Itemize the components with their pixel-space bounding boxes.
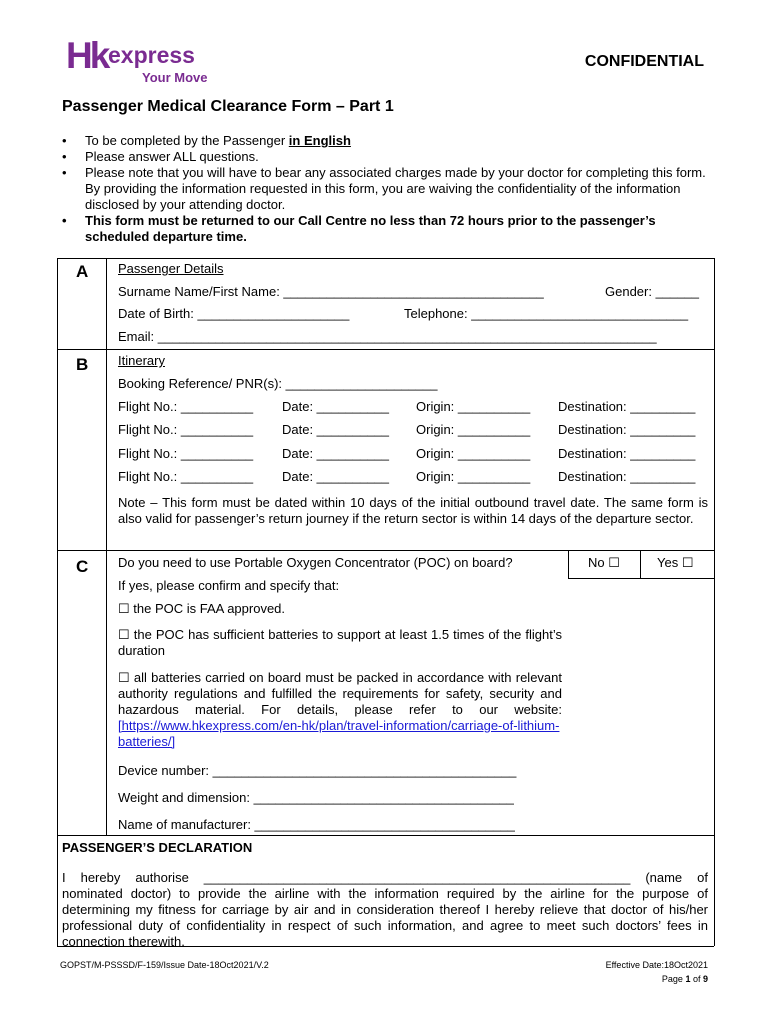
flight-origin-field[interactable]: Origin: __________ — [416, 422, 531, 437]
flight-date-field[interactable]: Date: __________ — [282, 469, 389, 484]
itinerary-note: Note – This form must be dated within 10 days of the initial outbound travel date. The same form is also valid for passenger’s return journey if the return sector is within 14 days of the departure sector. — [118, 495, 708, 526]
poc-confirm-text: If yes, please confirm and specify that: — [118, 578, 340, 593]
instruction-text: To be completed by the Passenger — [85, 133, 289, 148]
table-border-top — [57, 258, 714, 259]
row-divider-ab — [57, 349, 714, 350]
batteries-packed-checkbox[interactable] — [118, 670, 562, 750]
footer-document-code: GOPST/M-PSSSD/F-159/Issue Date-18Oct2021/V.2 — [60, 960, 269, 970]
flight-destination-field[interactable]: Destination: _________ — [558, 399, 696, 414]
page-current: 1 — [685, 974, 691, 984]
flight-date-field[interactable]: Date: __________ — [282, 446, 389, 461]
logo-express: express — [108, 42, 195, 68]
flight-date-field[interactable]: Date: __________ — [282, 399, 389, 414]
manufacturer-field[interactable]: Name of manufacturer: ____________________________________ — [118, 817, 515, 832]
gender-field[interactable]: Gender: ______ — [605, 284, 699, 299]
page-total: 9 — [702, 974, 708, 984]
flight-destination-field[interactable]: Destination: _________ — [558, 422, 696, 437]
declaration-heading: PASSENGER’S DECLARATION — [62, 840, 253, 855]
section-b-letter: B — [76, 355, 89, 374]
poc-no-divider — [568, 550, 569, 578]
telephone-field[interactable]: Telephone: ______________________________ — [404, 306, 689, 321]
poc-yes-checkbox[interactable]: Yes ☐ — [657, 555, 694, 570]
section-a-heading: Passenger Details — [118, 261, 224, 276]
flight-destination-field[interactable]: Destination: _________ — [558, 446, 696, 461]
batteries-packed-text: ☐ all batteries carried on board must be packed in accordance with relevant authority regulations and fulfilled the requirements for safety, security and hazardous material. For details, please refer to our website: — [118, 670, 562, 717]
flight-destination-field[interactable]: Destination: _________ — [558, 469, 696, 484]
instruction-item: • Please answer ALL questions. — [62, 149, 714, 165]
table-border-left — [57, 258, 58, 946]
logo-hk: Hk — [66, 35, 108, 76]
poc-answer-bottom — [568, 578, 714, 579]
poc-yes-divider — [640, 550, 641, 578]
flight-date-field[interactable]: Date: __________ — [282, 422, 389, 437]
flight-origin-field[interactable]: Origin: __________ — [416, 469, 531, 484]
surname-field[interactable]: Surname Name/First Name: ____________________________________ — [118, 284, 544, 299]
page-of: of — [690, 974, 703, 984]
instruction-item: • This form must be returned to our Call Centre no less than 72 hours prior to the passenger’s scheduled departure time. — [62, 213, 714, 245]
flight-origin-field[interactable]: Origin: __________ — [416, 399, 531, 414]
section-b-heading: Itinerary — [118, 353, 165, 368]
device-number-field[interactable]: Device number: __________________________________________ — [118, 763, 517, 778]
section-c-letter: C — [76, 557, 89, 576]
table-letter-divider — [106, 258, 107, 835]
footer-page-number — [662, 974, 708, 984]
weight-dimension-field[interactable]: Weight and dimension: ____________________________________ — [118, 790, 514, 805]
instruction-item: • Please note that you will have to bear any associated charges made by your doctor for completing this form. By providing the information requested in this form, you are waiving the confidentiality of the information disclosed by your attending doctor. — [62, 165, 714, 213]
row-divider-bc — [57, 550, 714, 551]
section-a-letter: A — [76, 262, 89, 281]
instruction-emphasis: in English — [288, 133, 351, 148]
email-field[interactable]: Email: _____________________________________________________________________ — [118, 329, 657, 344]
dob-field[interactable]: Date of Birth: _____________________ — [118, 306, 350, 321]
logo-tagline: Your Move — [142, 70, 208, 85]
flight-no-field[interactable]: Flight No.: __________ — [118, 399, 254, 414]
hk-express-logo — [66, 36, 216, 88]
poc-question: Do you need to use Portable Oxygen Concentrator (POC) on board? — [118, 555, 513, 570]
flight-no-field[interactable]: Flight No.: __________ — [118, 446, 254, 461]
page-prefix: Page — [661, 974, 686, 984]
batteries-sufficient-checkbox[interactable]: ☐ the POC has sufficient batteries to support at least 1.5 times of the flight’s duration — [118, 627, 562, 658]
confidential-label: CONFIDENTIAL — [584, 53, 704, 70]
lithium-batteries-link[interactable]: [https://www.hkexpress.com/en-hk/plan/travel-information/carriage-of-lithium-batteries/] — [118, 718, 560, 749]
flight-no-field[interactable]: Flight No.: __________ — [118, 422, 254, 437]
booking-reference-field[interactable]: Booking Reference/ PNR(s): _____________________ — [118, 376, 438, 391]
declaration-body: I hereby authorise ___________________________________________________________ (name of nominated doctor) to provide the airline with the information required by the airline for the purpose of determining my fitness for carriage by air and in consideration thereof I hereby relieve that doctor of his/her professional duty of confidentiality in respect of such information, and agree to meet such doctors’ fees in connection therewith. — [62, 870, 708, 949]
footer-effective-date: Effective Date:18Oct2021 — [605, 960, 708, 970]
flight-origin-field[interactable]: Origin: __________ — [416, 446, 531, 461]
form-title: Passenger Medical Clearance Form – Part 1 — [62, 98, 394, 115]
row-divider-cd — [57, 835, 714, 836]
instruction-item — [62, 133, 714, 149]
table-border-right — [714, 258, 715, 946]
faa-approved-checkbox[interactable]: ☐ the POC is FAA approved. — [118, 601, 286, 616]
flight-no-field[interactable]: Flight No.: __________ — [118, 469, 254, 484]
poc-no-checkbox[interactable]: No ☐ — [588, 555, 620, 570]
instructions-list — [62, 133, 714, 245]
